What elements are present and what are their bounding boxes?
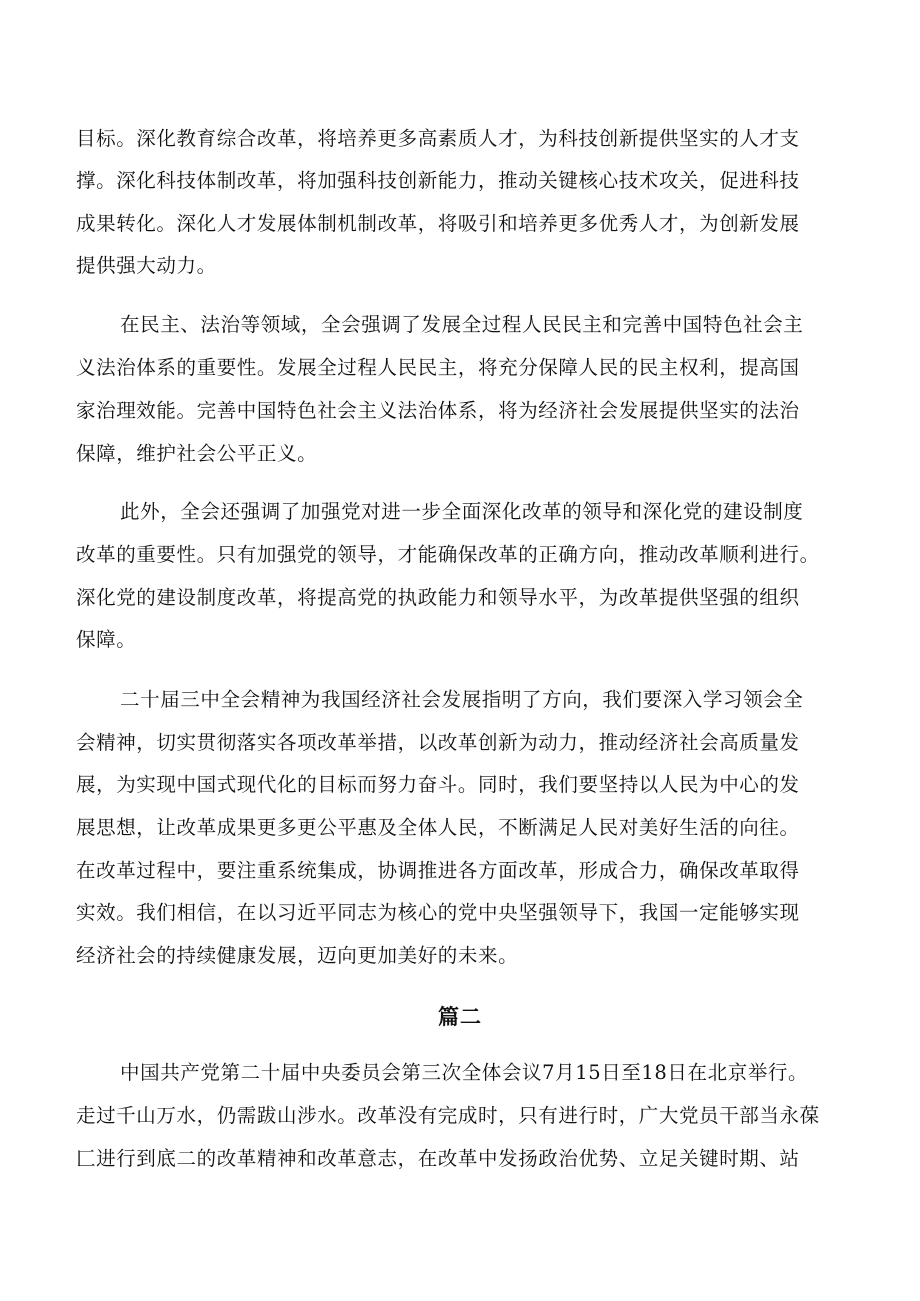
paragraph-line: 义法治体系的重要性。发展全过程人民民主，将充分保障人民的民主权利，提高国 xyxy=(76,356,800,379)
paragraph-line: 中国共产党第二十届中央委员会第三次全体会议7月15日至18日在北京举行。 xyxy=(120,1061,809,1084)
paragraph-line: 撑。深化科技体制改革，将加强科技创新能力，推动关键核心技术攻关，促进科技 xyxy=(76,169,800,192)
paragraph-line: 走过千山万水，仍需跋山涉水。改革没有完成时，只有进行时，广大党员干部当永葆 xyxy=(76,1104,820,1127)
paragraph-line: 经济社会的持续健康发展，迈向更加美好的未来。 xyxy=(76,944,519,967)
paragraph-line: 改革的重要性。只有加强党的领导，才能确保改革的正确方向，推动改革顺利进行。 xyxy=(76,543,820,566)
paragraph-line: 会精神，切实贯彻落实各项改革举措，以改革创新为动力，推动经济社会高质量发 xyxy=(76,731,800,754)
paragraph-line: 深化党的建设制度改革，将提高党的执政能力和领导水平，为改革提供坚强的组织 xyxy=(76,586,800,609)
paragraph-line: 展，为实现中国式现代化的目标而努力奋斗。同时，我们要坚持以人民为中心的发 xyxy=(76,773,800,796)
paragraph-line: 展思想，让改革成果更多更公平惠及全体人民，不断满足人民对美好生活的向往。 xyxy=(76,816,800,839)
paragraph-line: 保障。 xyxy=(76,628,137,651)
paragraph-line: 家治理效能。完善中国特色社会主义法治体系，将为经济社会发展提供坚实的法治 xyxy=(76,399,800,422)
paragraph-line: 保障，维护社会公平正义。 xyxy=(76,442,318,465)
paragraph-line: 目标。深化教育综合改革，将培养更多高素质人才，为科技创新提供坚实的人才支 xyxy=(76,127,800,150)
paragraph-line: 成果转化。深化人才发展体制机制改革，将吸引和培养更多优秀人才，为创新发展 xyxy=(76,212,800,235)
paragraph-line: 提供强大动力。 xyxy=(76,254,217,277)
paragraph-line: 在改革过程中，要注重系统集成，协调推进各方面改革，形成合力，确保改革取得 xyxy=(76,859,800,882)
paragraph-line: 实效。我们相信，在以习近平同志为核心的党中央坚强领导下，我国一定能够实现 xyxy=(76,901,800,924)
paragraph-line: 二十届三中全会精神为我国经济社会发展指明了方向，我们要深入学习领会全 xyxy=(120,688,804,711)
paragraph-line: 此外，全会还强调了加强党对进一步全面深化改革的领导和深化党的建设制度 xyxy=(120,500,804,523)
paragraph-line: 匚进行到底二的改革精神和改革意志，在改革中发扬政治优势、立足关键时期、站 xyxy=(76,1147,800,1170)
paragraph-line: 在民主、法治等领域，全会强调了发展全过程人民民主和完善中国特色社会主 xyxy=(120,313,804,336)
section-heading: 篇二 xyxy=(438,1005,482,1029)
